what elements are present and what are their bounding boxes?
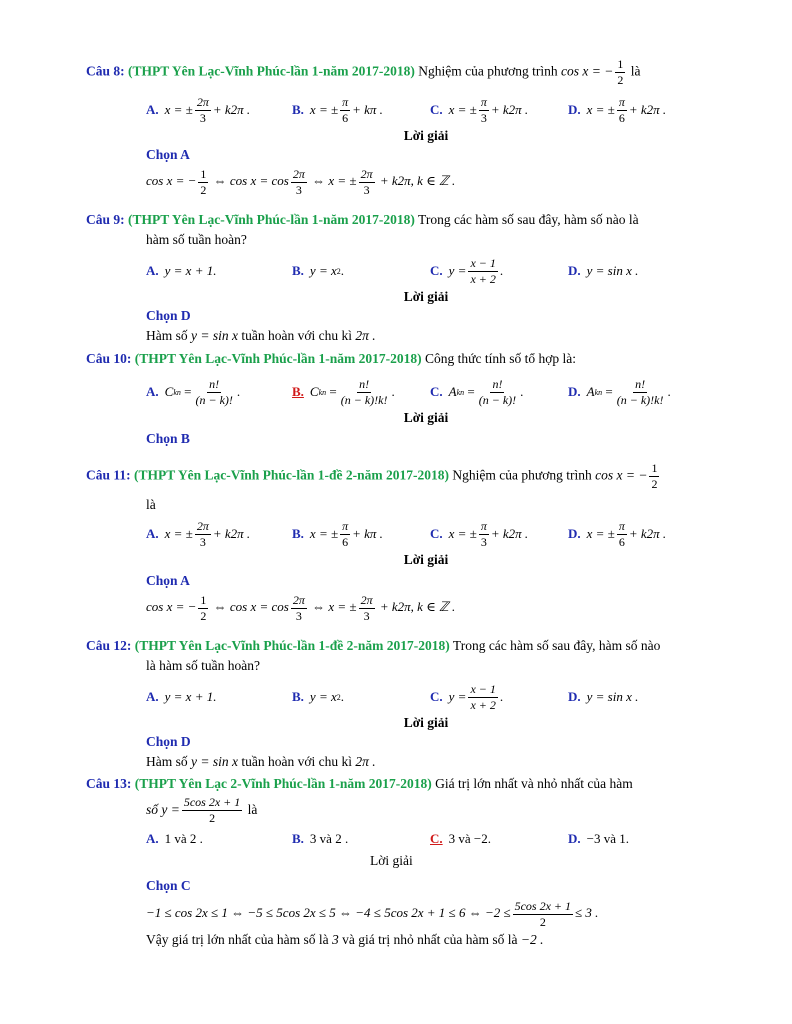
option-c[interactable]: C. y = $\frac{x - 1}{x + 2}$ . xyxy=(430,255,504,286)
solution-heading: Lời giải xyxy=(403,715,449,730)
option-b[interactable]: B. 3 và 2 . xyxy=(292,831,349,846)
question-10 xyxy=(86,348,706,449)
question-text: Trong các hàm số sau đây, hàm số nào là xyxy=(418,212,639,227)
option-b[interactable]: B. x = ± $\frac{\pi}{6}$ + kπ . xyxy=(292,518,383,549)
answer-options xyxy=(146,375,706,409)
solution-text: Vậy giá trị lớn nhất của hàm số là 3 và giá trị nhỏ nhất của hàm số là −2 . xyxy=(146,932,544,947)
question-text-continued: hàm số tuần hoàn? xyxy=(146,232,247,247)
question-source: (THPT Yên Lạc 2-Vĩnh Phúc-lần 1-năm 2017-2018) xyxy=(134,776,432,791)
option-b[interactable]: B. C k n = $\frac{n!}{(n - k)!k!}$ . xyxy=(292,376,395,407)
chosen-answer: Chọn A xyxy=(146,573,190,588)
chosen-answer: Chọn B xyxy=(146,431,190,446)
question-number: Câu 8: xyxy=(86,63,125,79)
solution-equation: cos x = − $\frac{1}{2}$ ⇔ cos x = cos $\frac{2\pi}{3}$ ⇔ x = ± $\frac{2\pi}{3}$ + k2π, k ∈ ℤ . xyxy=(146,166,456,197)
solution-heading: Lời giải xyxy=(403,289,449,304)
question-text-continued: là hàm số tuần hoàn? xyxy=(146,658,260,673)
question-12 xyxy=(86,635,706,772)
option-a[interactable]: A. x = ± $\frac{2\pi}{3}$ + k2π . xyxy=(146,94,251,125)
question-text: Trong các hàm số sau đây, hàm số nào xyxy=(452,638,661,653)
question-text-continued: số y = $\frac{5\cos 2x + 1}{2}$ là xyxy=(146,795,258,826)
option-d[interactable]: D. x = ± $\frac{\pi}{6}$ + k2π . xyxy=(568,94,667,125)
solution-heading: Lời giải xyxy=(403,410,449,425)
option-a[interactable]: A. 1 và 2 . xyxy=(146,831,203,846)
chosen-answer: Chọn C xyxy=(146,878,191,893)
question-number: Câu 12: xyxy=(86,638,132,653)
answer-options xyxy=(146,826,706,852)
fraction: $\frac{1}{2}$ xyxy=(617,57,624,87)
option-c[interactable]: C. x = ± $\frac{\pi}{3}$ + k2π . xyxy=(430,518,529,549)
answer-options xyxy=(146,680,706,714)
option-c[interactable]: C. x = ± $\frac{\pi}{3}$ + k2π . xyxy=(430,94,529,125)
solution-heading: Lời giải xyxy=(403,128,449,143)
answer-options xyxy=(146,517,706,551)
option-a[interactable]: A. y = x + 1. xyxy=(146,689,217,704)
question-13 xyxy=(86,773,706,950)
question-source: (THPT Yên Lạc-Vĩnh Phúc-lần 1-năm 2017-2018) xyxy=(134,351,422,366)
question-9-stem xyxy=(86,209,706,230)
question-11 xyxy=(86,462,706,623)
option-d[interactable]: D. −3 và 1. xyxy=(568,831,629,846)
question-text: Công thức tính số tổ hợp là: xyxy=(425,351,576,366)
question-number: Câu 10: xyxy=(86,351,132,366)
option-d[interactable]: D. A k n = $\frac{n!}{(n - k)!k!}$ . xyxy=(568,376,671,407)
solution-heading: Lời giải xyxy=(403,552,449,567)
question-number: Câu 11: xyxy=(86,467,131,483)
question-number: Câu 9: xyxy=(86,212,125,227)
equation: cos x = − xyxy=(560,63,614,79)
solution-equation: cos x = − $\frac{1}{2}$ ⇔ cos x = cos $\frac{2\pi}{3}$ ⇔ x = ± $\frac{2\pi}{3}$ + k2π, k ∈ ℤ . xyxy=(146,592,456,623)
option-d[interactable]: D. y = sin x . xyxy=(568,689,639,704)
question-9 xyxy=(86,209,706,346)
option-b[interactable]: B. y = x 2 . xyxy=(292,689,344,704)
solution-equation: −1 ≤ cos 2x ≤ 1 ⇔ −5 ≤ 5cos 2x ≤ 5 ⇔ −4 ≤ 5cos 2x + 1 ≤ 6 ⇔ −2 ≤ $\frac{5\cos 2x + 1}{2}$ ≤ 3 . xyxy=(146,898,599,929)
option-d[interactable]: D. y = sin x . xyxy=(568,263,639,278)
solution-heading: Lời giải xyxy=(370,853,413,868)
solution-text: Hàm số y = sin x tuần hoàn với chu kì 2π . xyxy=(146,328,376,343)
question-source: (THPT Yên Lạc-Vĩnh Phúc-lần 1-năm 2017-2018) xyxy=(128,63,415,79)
question-source: (THPT Yên Lạc-Vĩnh Phúc-lần 1-đề 2-năm 2017-2018) xyxy=(134,638,450,653)
option-d[interactable]: D. x = ± $\frac{\pi}{6}$ + k2π . xyxy=(568,518,667,549)
chosen-answer: Chọn A xyxy=(146,147,190,162)
question-10-stem xyxy=(86,348,706,369)
chosen-answer: Chọn D xyxy=(146,308,191,323)
option-a[interactable]: A. C k n = $\frac{n!}{(n - k)!}$ . xyxy=(146,376,241,407)
question-source: (THPT Yên Lạc-Vĩnh Phúc-lần 1-năm 2017-2018) xyxy=(128,212,415,227)
question-text-continued: là xyxy=(146,497,156,512)
option-a[interactable]: A. x = ± $\frac{2\pi}{3}$ + k2π . xyxy=(146,518,251,549)
question-8-stem: Câu 8: (THPT Yên Lạc-Vĩnh Phúc-lần 1-năm 2017-2018) Nghiệm của phương trình cos x = − $\frac{1}{2}$ là xyxy=(86,57,641,87)
question-12-stem xyxy=(86,635,706,656)
option-c[interactable]: C. 3 và −2. xyxy=(430,831,491,846)
question-text: Giá trị lớn nhất và nhỏ nhất của hàm xyxy=(435,776,633,791)
question-11-stem: Câu 11: (THPT Yên Lạc-Vĩnh Phúc-lần 1-đề 2-năm 2017-2018) Nghiệm của phương trình cos x = − $\frac{1}{2}$ xyxy=(86,461,658,491)
answer-options xyxy=(146,93,706,127)
option-b[interactable]: B. x = ± $\frac{\pi}{6}$ + kπ . xyxy=(292,94,383,125)
option-b[interactable]: B. y = x 2 . xyxy=(292,263,344,278)
option-a[interactable]: A. y = x + 1. xyxy=(146,263,217,278)
question-text: Nghiệm của phương trình xyxy=(418,63,558,79)
question-8 xyxy=(86,58,706,197)
option-c[interactable]: C. A k n = $\frac{n!}{(n - k)!}$ . xyxy=(430,376,524,407)
question-source: (THPT Yên Lạc-Vĩnh Phúc-lần 1-đề 2-năm 2017-2018) xyxy=(134,467,450,483)
solution-text: Hàm số y = sin x tuần hoàn với chu kì 2π . xyxy=(146,754,376,769)
answer-options xyxy=(146,254,706,288)
question-text: Nghiệm của phương trình xyxy=(452,467,592,483)
question-13-stem xyxy=(86,773,706,794)
chosen-answer: Chọn D xyxy=(146,734,191,749)
question-number: Câu 13: xyxy=(86,776,132,791)
option-c[interactable]: C. y = $\frac{x - 1}{x + 2}$ . xyxy=(430,681,504,712)
